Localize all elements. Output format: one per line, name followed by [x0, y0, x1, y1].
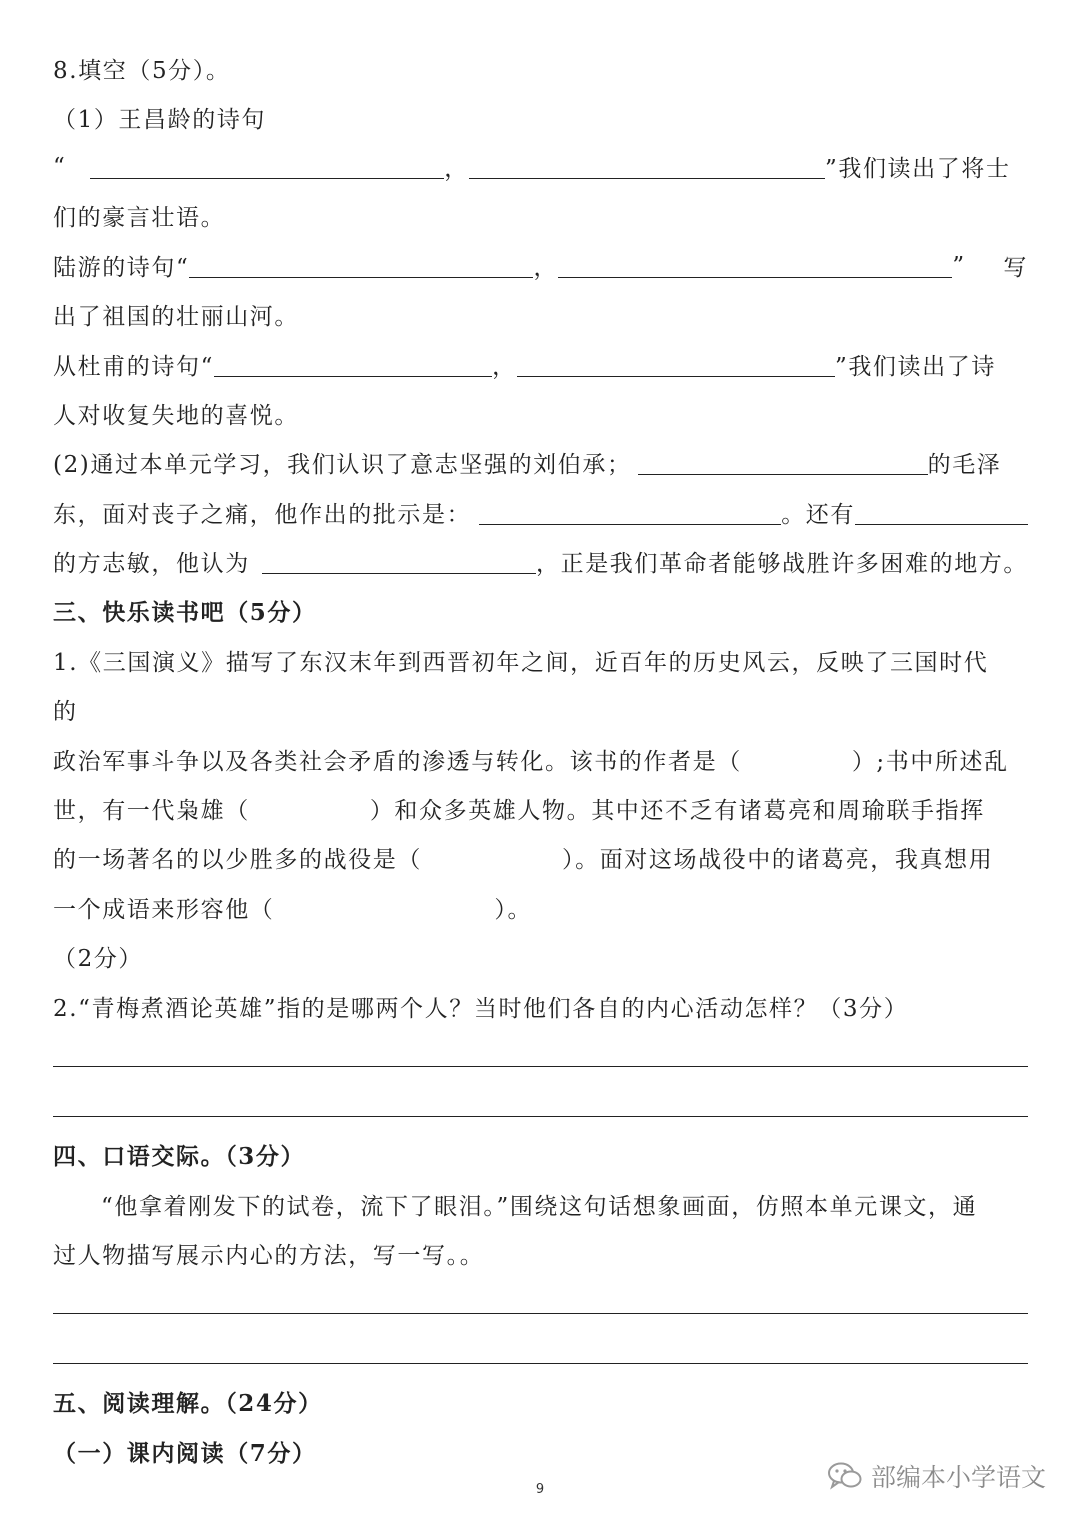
q8-du-tail: 人对收复失地的喜悦。 — [53, 403, 299, 429]
answer-blank[interactable] — [262, 572, 536, 574]
s4-prompt-line1: “他拿着刚发下的试卷，流下了眼泪。”围绕这句话想象画面，仿照本单元课文，通 — [101, 1194, 978, 1220]
watermark — [827, 1458, 1046, 1494]
answer-blank[interactable] — [855, 523, 1028, 525]
q8-lu-tail: 出了祖国的壮丽山河。 — [53, 304, 299, 330]
s3-q1-score: （2分） — [53, 946, 144, 972]
answer-line[interactable] — [53, 1313, 1028, 1314]
s3-q1-line5: 一个成语来形容他（ ）。 — [53, 897, 533, 923]
s5-subtitle: （一）课内阅读（7分） — [53, 1440, 317, 1467]
s3-q1-line2: 政治军事斗争以及各类社会矛盾的渗透与转化。该书的作者是（ ）;书中所述乱 — [53, 749, 1009, 775]
answer-blank[interactable] — [517, 375, 835, 377]
s4-prompt-line2: 过人物描写展示内心的方法，写一写。。 — [53, 1243, 485, 1269]
wechat-icon — [827, 1461, 863, 1491]
q8-du-line: 从杜甫的诗句“ ， ”我们读出了诗 — [53, 354, 996, 380]
watermark-text: 部编本小学语文 — [870, 1463, 1046, 1492]
section-3-title: 三、快乐读书吧（5分） — [53, 599, 317, 626]
q8-part2-line1: (2)通过本单元学习，我们认识了意志坚强的刘伯承； 的毛泽 — [53, 452, 1002, 478]
answer-line[interactable] — [53, 1363, 1028, 1364]
q8-part2-line3: 的方志敏，他认为 ，正是我们革命者能够战胜许多困难的地方。 — [53, 551, 1028, 577]
s3-q1-line4: 的一场著名的以少胜多的战役是（ ）。面对这场战役中的诸葛亮，我真想用 — [53, 847, 994, 873]
s3-q1-line1: 1.《三国演义》描写了东汉末年到西晋初年之间，近百年的历史风云，反映了三国时代 — [53, 650, 989, 676]
q8-part2-line2: 东，面对丧子之痛，他作出的批示是： 。还有 — [53, 488, 1028, 537]
q8-lu-line: 陆游的诗句“ ， ” 写 — [53, 252, 1028, 281]
answer-blank[interactable] — [90, 177, 444, 179]
q8-part1-intro: （1）王昌龄的诗句 — [53, 107, 267, 133]
answer-blank[interactable] — [469, 177, 825, 179]
s3-q1-line3: 世，有一代枭雄（ ）和众多英雄人物。其中还不乏有诸葛亮和周瑜联手指挥 — [53, 798, 985, 824]
answer-blank[interactable] — [638, 473, 928, 475]
s3-q2: 2.“青梅煮酒论英雄”指的是哪两个人？当时他们各自的内心活动怎样？（3分） — [53, 996, 909, 1022]
q8-title: 8.填空（5分）。 — [53, 58, 231, 84]
section-4-title: 四、口语交际。（3分） — [53, 1143, 306, 1170]
answer-blank[interactable] — [214, 375, 492, 377]
q8-wang-line: “ ， ”我们读出了将士 — [53, 153, 1011, 182]
answer-line[interactable] — [53, 1116, 1028, 1117]
page-number: 9 — [535, 1482, 545, 1497]
section-5-title: 五、阅读理解。（24分） — [53, 1390, 323, 1417]
s3-q1-line1b: 的 — [53, 699, 78, 725]
answer-blank[interactable] — [189, 276, 533, 278]
answer-line[interactable] — [53, 1066, 1028, 1067]
answer-blank[interactable] — [558, 276, 952, 278]
q8-wang-tail: 们的豪言壮语。 — [53, 205, 226, 231]
answer-blank[interactable] — [479, 523, 781, 525]
